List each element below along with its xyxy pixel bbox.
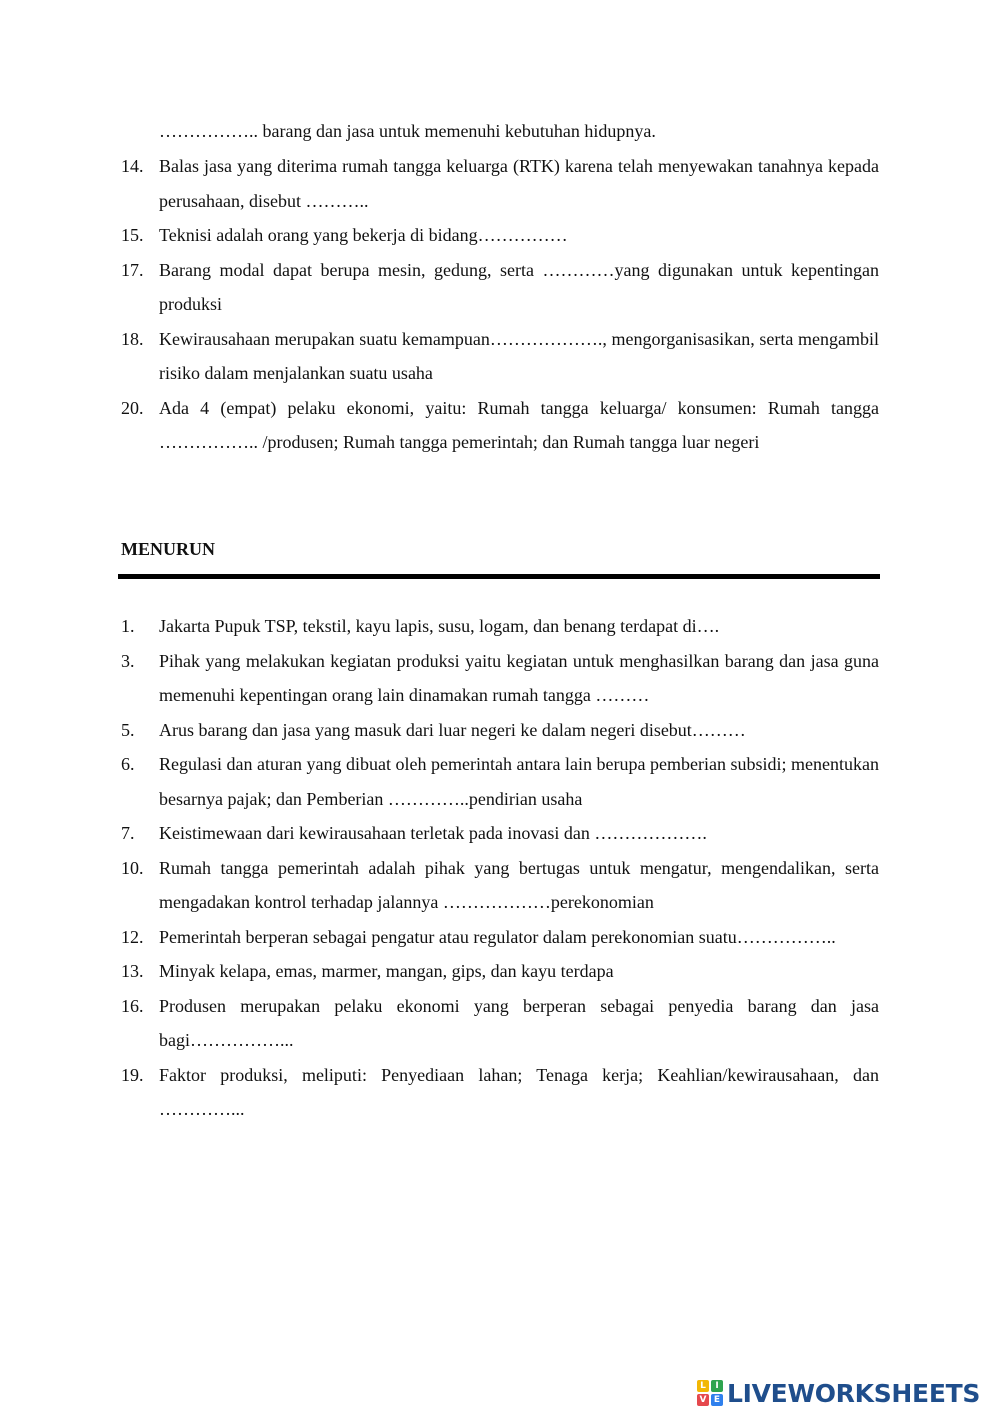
question-number: 1. (121, 616, 135, 636)
question-text: Balas jasa yang diterima rumah tangga keluarga (RTK) karena telah menyewakan tanahnya kepada perusahaan, disebut ……….. (159, 156, 879, 211)
question-number: 19. (121, 1064, 144, 1085)
liveworksheets-logo (697, 1376, 980, 1410)
section-heading-menurun: MENURUN (121, 539, 215, 559)
question-item (121, 816, 879, 851)
question-text: Keistimewaan dari kewirausahaan terletak pada inovasi dan ………………. (159, 823, 707, 843)
question-number: 13. (121, 961, 144, 981)
logo-mark-tile: L (697, 1380, 709, 1392)
question-text: Teknisi adalah orang yang bekerja di bidang…………… (159, 225, 568, 245)
question-number: 15. (121, 225, 144, 245)
question-number: 20. (121, 397, 144, 418)
question-item (121, 253, 879, 322)
logo-wordmark: LIVEWORKSHEETS (727, 1378, 981, 1408)
question-text: Kewirausahaan merupakan suatu kemampuan………………., mengorganisasikan, serta mengambil risiko dalam menjalankan suatu usaha (159, 328, 879, 383)
question-number: 6. (121, 754, 135, 774)
question-number: 16. (121, 995, 144, 1016)
question-item (121, 713, 879, 748)
question-number: 12. (121, 926, 144, 947)
question-text: Barang modal dapat berupa mesin, gedung, serta …………yang digunakan untuk kepentingan produksi (159, 259, 879, 314)
question-text: Ada 4 (empat) pelaku ekonomi, yaitu: Rumah tangga keluarga/ konsumen: Rumah tangga …………….. /produsen; Rumah tangga pemerintah; dan Rumah tangga luar negeri (159, 397, 879, 452)
question-number: 5. (121, 719, 135, 740)
question-number: 7. (121, 823, 135, 843)
continuation-line: …………….. barang dan jasa untuk memenuhi kebutuhan hidupnya. (159, 121, 656, 141)
section-divider (118, 574, 880, 579)
question-text: Produsen merupakan pelaku ekonomi yang berperan sebagai penyedia barang dan jasa bagi……………... (159, 995, 879, 1050)
question-text: Jakarta Pupuk TSP, tekstil, kayu lapis, susu, logam, dan benang terdapat di…. (159, 616, 720, 636)
logo-mark-icon (697, 1380, 723, 1406)
question-item (121, 747, 879, 816)
menurun-question-list (121, 609, 879, 1127)
question-number: 3. (121, 650, 135, 671)
question-item (121, 391, 879, 460)
question-text: Arus barang dan jasa yang masuk dari luar negeri ke dalam negeri disebut……… (159, 719, 746, 740)
question-text: Minyak kelapa, emas, marmer, mangan, gips, dan kayu terdapa (159, 961, 614, 981)
question-item (121, 954, 879, 989)
question-text: Faktor produksi, meliputi: Penyediaan lahan; Tenaga kerja; Keahlian/kewirausahaan, dan …………... (159, 1064, 879, 1119)
logo-mark-tile: E (711, 1394, 723, 1406)
question-text: Pihak yang melakukan kegiatan produksi yaitu kegiatan untuk menghasilkan barang dan jasa guna memenuhi kepentingan orang lain dinamakan rumah tangga ……… (159, 650, 879, 705)
question-item (121, 920, 879, 955)
question-item (121, 989, 879, 1058)
question-number: 10. (121, 857, 144, 878)
question-text: Pemerintah berperan sebagai pengatur atau regulator dalam perekonomian suatu…………….. (159, 926, 836, 947)
question-text: Rumah tangga pemerintah adalah pihak yang bertugas untuk mengatur, mengendalikan, serta mengadakan kontrol terhadap jalannya ………………perekonomian (159, 857, 879, 912)
question-item (121, 149, 879, 218)
question-item (121, 1058, 879, 1127)
top-question-list (121, 149, 879, 460)
question-text: Regulasi dan aturan yang dibuat oleh pemerintah antara lain berupa pemberian subsidi; menentukan besarnya pajak; dan Pemberian …………..pendirian usaha (159, 754, 879, 809)
question-item (121, 218, 879, 253)
question-number: 18. (121, 328, 144, 349)
question-number: 14. (121, 156, 144, 176)
question-item (121, 322, 879, 391)
question-item (121, 644, 879, 713)
question-item (121, 609, 879, 644)
question-number: 17. (121, 259, 144, 280)
logo-mark-tile: I (711, 1380, 723, 1392)
logo-mark-tile: V (697, 1394, 709, 1406)
question-item (121, 851, 879, 920)
